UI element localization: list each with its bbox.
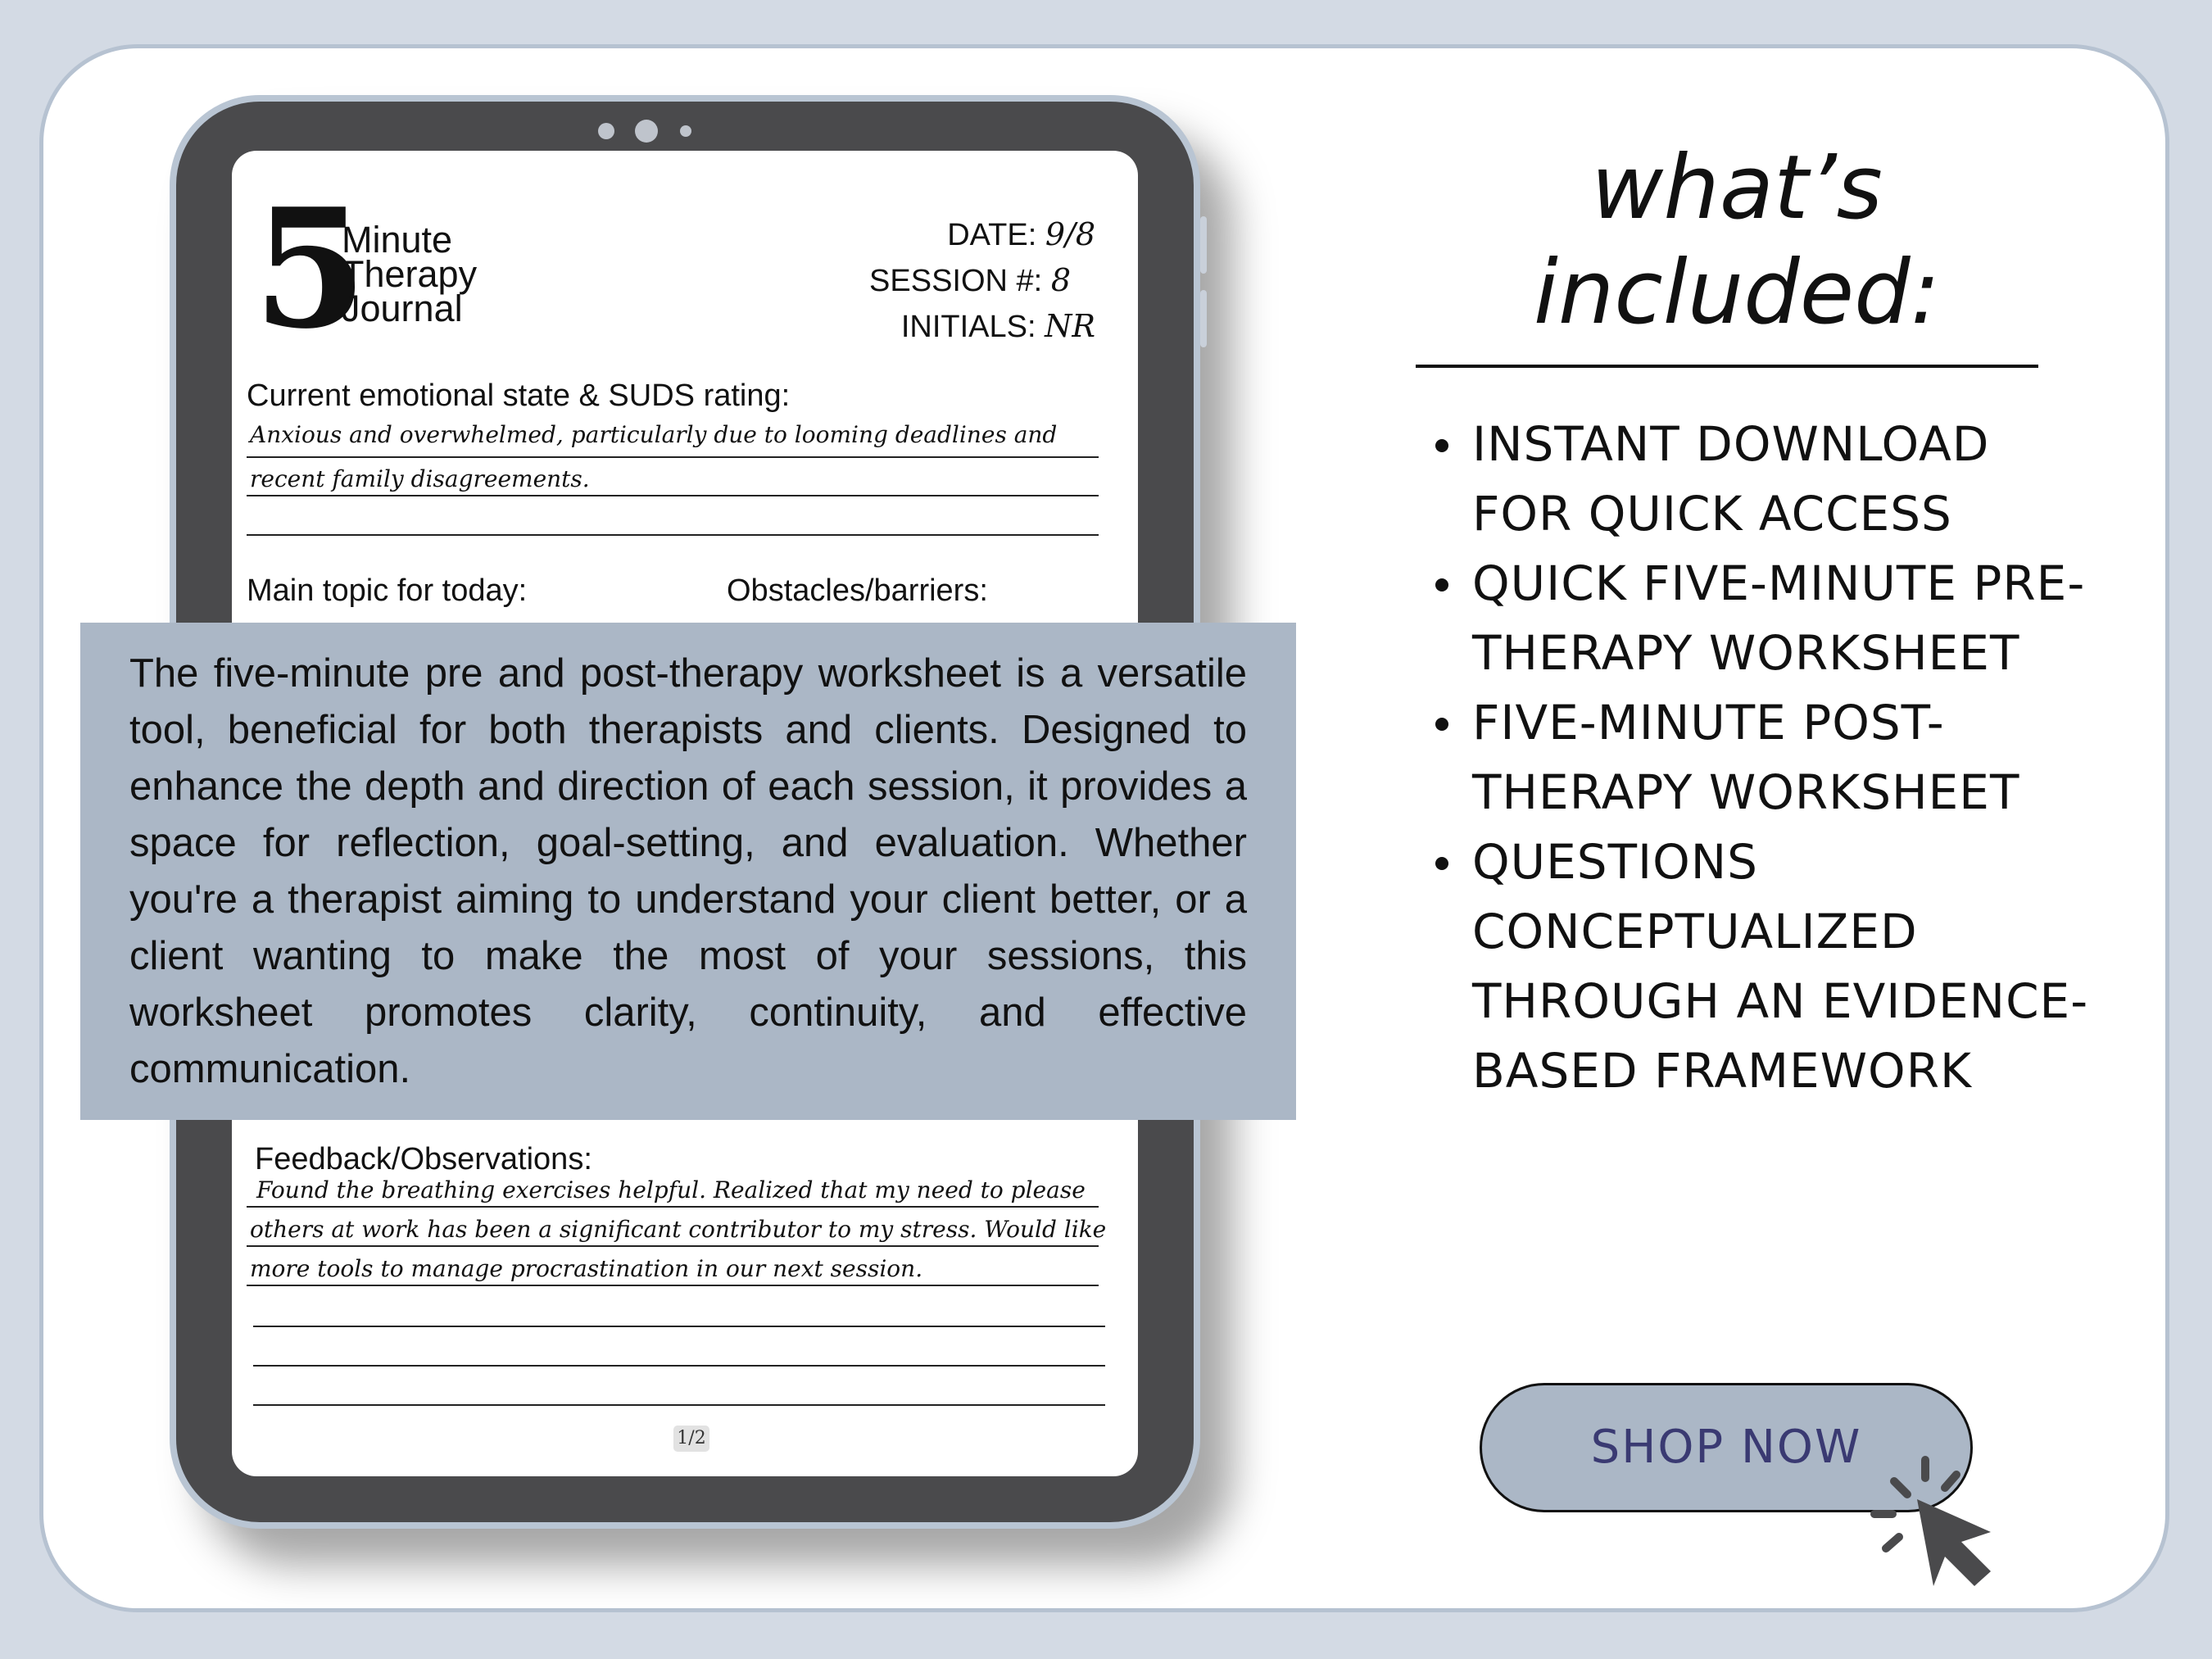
feedback-entry: others at work has been a significant contributor to my stress. Would like xyxy=(250,1216,1107,1243)
logo-number: 5 xyxy=(253,173,368,365)
feedback-entry: Found the breathing exercises helpful. Realized that my need to please xyxy=(256,1176,1086,1203)
logo-line: Therapy xyxy=(342,253,478,295)
writing-line xyxy=(247,1206,1099,1208)
writing-line xyxy=(253,1404,1105,1406)
feedback-entry: more tools to manage procrastination in our next session. xyxy=(250,1255,923,1282)
features-list xyxy=(1435,410,2091,1106)
heading-line: what’s xyxy=(1591,137,1883,239)
emotional-state-label: Current emotional state & SUDS rating: xyxy=(247,378,791,413)
emotional-state-entry: Anxious and overwhelmed, particularly due to looming deadlines and xyxy=(250,421,1058,448)
feedback-label: Feedback/Observations: xyxy=(255,1142,592,1176)
writing-line xyxy=(247,1285,1099,1286)
feature-item: QUICK FIVE-MINUTE PRE-THERAPY WORKSHEET xyxy=(1435,549,2091,688)
feature-item: QUESTIONS CONCEPTUALIZED THROUGH AN EVIDENCE-BASED FRAMEWORK xyxy=(1435,827,2091,1106)
session-value: 8 xyxy=(1050,262,1071,298)
logo-line: Minute xyxy=(342,219,453,261)
session-label: SESSION #: xyxy=(869,264,1043,298)
writing-line xyxy=(253,1326,1105,1327)
feature-item: INSTANT DOWNLOAD FOR QUICK ACCESS xyxy=(1435,410,2091,549)
section-heading xyxy=(1393,136,2081,346)
main-topic-label: Main topic for today: xyxy=(247,573,528,608)
heading-line: included: xyxy=(1533,242,1941,344)
page-number: 1/2 xyxy=(673,1426,709,1452)
camera-dot-icon xyxy=(598,123,614,139)
heading-divider xyxy=(1416,365,2038,368)
click-cursor-icon xyxy=(1860,1442,2015,1589)
session-meta xyxy=(869,212,1095,350)
date-label: DATE: xyxy=(947,218,1037,252)
logo-text xyxy=(342,219,478,329)
sensor-dot-icon xyxy=(680,125,691,137)
initials-label: INITIALS: xyxy=(900,310,1036,344)
writing-line xyxy=(253,1365,1105,1367)
writing-line xyxy=(247,534,1099,536)
tablet-side-button xyxy=(1200,290,1207,347)
writing-line xyxy=(247,456,1099,458)
writing-line xyxy=(247,1245,1099,1247)
camera-lens-icon xyxy=(635,120,658,143)
date-value: 9/8 xyxy=(1045,216,1095,252)
tablet-side-button xyxy=(1200,216,1207,274)
shop-now-button[interactable]: SHOP NOW xyxy=(1480,1383,1973,1512)
emotional-state-entry: recent family disagreements. xyxy=(250,465,590,492)
feature-item: FIVE-MINUTE POST-THERAPY WORKSHEET xyxy=(1435,688,2091,827)
description-text: The five-minute pre and post-therapy worksheet is a versatile tool, beneficial for both therapists and clients. Designed to enhance the depth and direction of each session, it provides a space for reflection, goal-setting, and evaluation. Whether you're a therapist aiming to understand your client better, or a client wanting to make the most of your sessions, this worksheet promotes clarity, continuity, and effective communication. xyxy=(129,651,1247,1091)
initials-value: NR xyxy=(1045,308,1095,344)
description-panel xyxy=(80,623,1296,1120)
obstacles-label: Obstacles/barriers: xyxy=(727,573,988,608)
logo-line: Journal xyxy=(342,288,463,329)
writing-line xyxy=(247,495,1099,496)
